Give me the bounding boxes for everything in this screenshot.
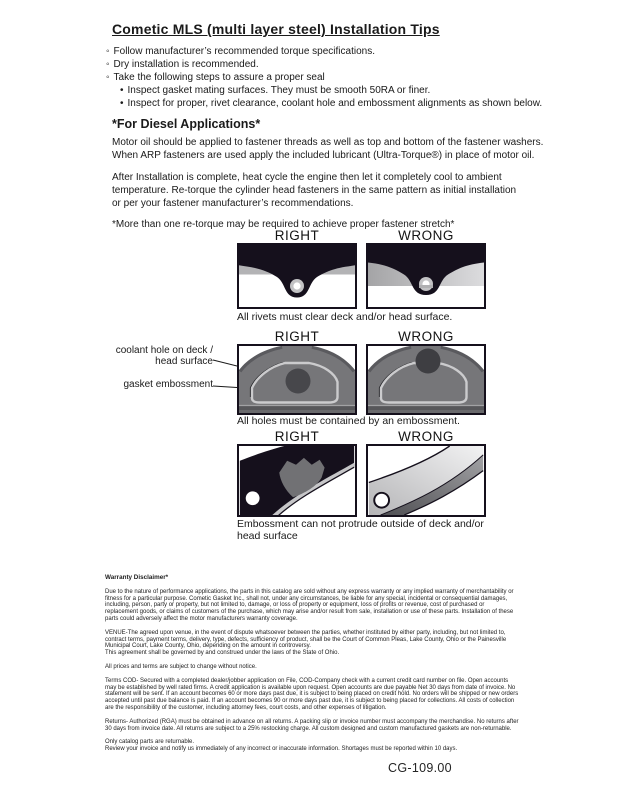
disclaimer-paragraph: All prices and terms are subject to change without notice. <box>105 663 257 670</box>
figure1-right-label: RIGHT <box>274 228 320 243</box>
hole-containment-right-drawing <box>239 346 355 413</box>
rivet-clearance-right-diagram <box>237 243 357 309</box>
figure2-right-label: RIGHT <box>274 329 320 344</box>
disclaimer-paragraph: Review your invoice and notify us immediately of any incorrect or inaccurate information. Shortages must be reported within 10 days. <box>105 746 458 753</box>
gasket-embossment-annotation: gasket embossment <box>123 379 213 390</box>
list-item: ◦ Follow manufacturer’s recommended torque specifications. <box>106 45 542 58</box>
figure2-caption: All holes must be contained by an embossment. <box>237 415 460 427</box>
disclaimer-paragraph: Terms COD- Secured with a completed dealer/jobber application on File, COD-Company check with a current credit card number on file. Open accounts may be established by well rated firms. A credit application is available upon request. Open accounts are due payable Net 30 days from date of invoice. No statement will be sent. If an account becomes 60 or more days past due, it is subject to being placed on credit hold. No orders will be shipped or new orders accepted until past due balance is paid. If an account becomes 90 or more days past due, it is subject to being placed for collections. All costs of collection are the responsibility of the customer, including attorney fees, court costs, and other expenses of litigation. <box>105 677 519 711</box>
figure2-wrong-label: WRONG <box>398 329 454 344</box>
figure3-wrong-label: WRONG <box>398 429 454 444</box>
hole-containment-right-diagram <box>237 344 357 415</box>
list-item: ◦ Dry installation is recommended. <box>106 58 542 71</box>
coolant-hole-annotation: coolant hole on deck / head surface <box>115 345 213 367</box>
diesel-paragraph-1 <box>112 136 543 162</box>
text-line: After Installation is complete, heat cycle the engine then let it completely cool to ambient <box>112 172 502 183</box>
protrusion-right-diagram <box>237 444 357 517</box>
bolt-hole-icon <box>246 491 260 505</box>
disclaimer-paragraph: Returns- Authorized (RGA) must be obtained in advance on all returns. A packing slip or invoice number must accompany the merchandise. No returns after 30 days from invoice date. All returns are subject to a 25% restocking charge. All custom designed and custom manufactured gaskets are non-returnable. <box>105 718 519 732</box>
text-line: or per your fastener manufacturer’s recommendations. <box>112 198 354 209</box>
diesel-section-heading: *For Diesel Applications* <box>112 117 261 131</box>
coolant-hole-icon <box>416 349 441 374</box>
hole-containment-wrong-drawing <box>368 346 484 413</box>
list-item: • Inspect for proper, rivet clearance, coolant hole and embossment alignments as shown below. <box>120 97 542 110</box>
disclaimer-paragraph: Only catalog parts are returnable. <box>105 739 195 746</box>
protrusion-wrong-drawing <box>368 446 484 515</box>
figure1-caption: All rivets must clear deck and/or head surface. <box>237 311 453 323</box>
list-item: ◦ Take the following steps to assure a proper seal <box>106 71 542 84</box>
list-item: • Inspect gasket mating surfaces. They must be smooth 50RA or finer. <box>120 84 542 97</box>
hole-containment-wrong-diagram <box>366 344 486 415</box>
disclaimer-paragraph: This agreement shall be governed by and construed under the laws of the State of Ohio. <box>105 650 340 657</box>
figure1-wrong-label: WRONG <box>398 228 454 243</box>
coolant-hole-icon <box>286 369 311 394</box>
diesel-paragraph-3: *More than one re-torque may be required to achieve proper fastener stretch* <box>112 219 455 230</box>
text-line: Motor oil should be applied to fastener threads as well as top and bottom of the fastener washers. <box>112 137 544 148</box>
disclaimer-paragraph: Due to the nature of performance applications, the parts in this catalog are sold without any express warranty or any implied warranty of merchantability or fitness for a particular purpose. Cometic Gasket Inc., shall not, under any circumstances, be liable for any special, incidental or consequential damages, including, person, party or property, but not limited to, damage, or loss of property or equipment, loss of profits or revenue, cost of purchased or replacement goods, or claims of customers of the purchase, which may arise and/or result from sale, installation or use of these parts. Installation of these parts could adversely affect the motor manufacturers warranty coverage. <box>105 588 514 622</box>
rivet-clearance-right-drawing <box>239 245 355 307</box>
figure3-caption: Embossment can not protrude outside of deck and/or head surface <box>237 518 484 542</box>
protrusion-right-drawing <box>239 446 355 515</box>
page-title: Cometic MLS (multi layer steel) Installation Tips <box>112 21 440 37</box>
rivet-clearance-wrong-drawing <box>368 245 484 307</box>
disclaimer-paragraph: VENUE-The agreed upon venue, in the event of dispute whatsoever between the parties, whether instituted by either party, including, but not limited to, contract terms, payment terms, delivery, type, defects, sufficiency of product, shall be the Court of Common Pleas, Lake County, Ohio or the Painesville Municipal Court, Lake County, Ohio, depending on the amount in controversy. <box>105 629 507 650</box>
figure3-right-label: RIGHT <box>274 429 320 444</box>
diesel-paragraph-2 <box>112 171 516 210</box>
bolt-hole-icon <box>374 493 389 508</box>
doc-number: CG-109.00 <box>388 761 452 775</box>
warranty-disclaimer <box>105 575 519 760</box>
warranty-disclaimer-heading: Warranty Disclaimer* <box>105 574 169 581</box>
rivet-clearance-wrong-diagram <box>366 243 486 309</box>
installation-tips-list <box>106 45 542 110</box>
protrusion-wrong-diagram <box>366 444 486 517</box>
text-line: When ARP fasteners are used apply the included lubricant (Ultra-Torque®) in place of motor oil. <box>112 150 535 161</box>
text-line: temperature. Re-torque the cylinder head fasteners in the same pattern as initial installation <box>112 185 517 196</box>
